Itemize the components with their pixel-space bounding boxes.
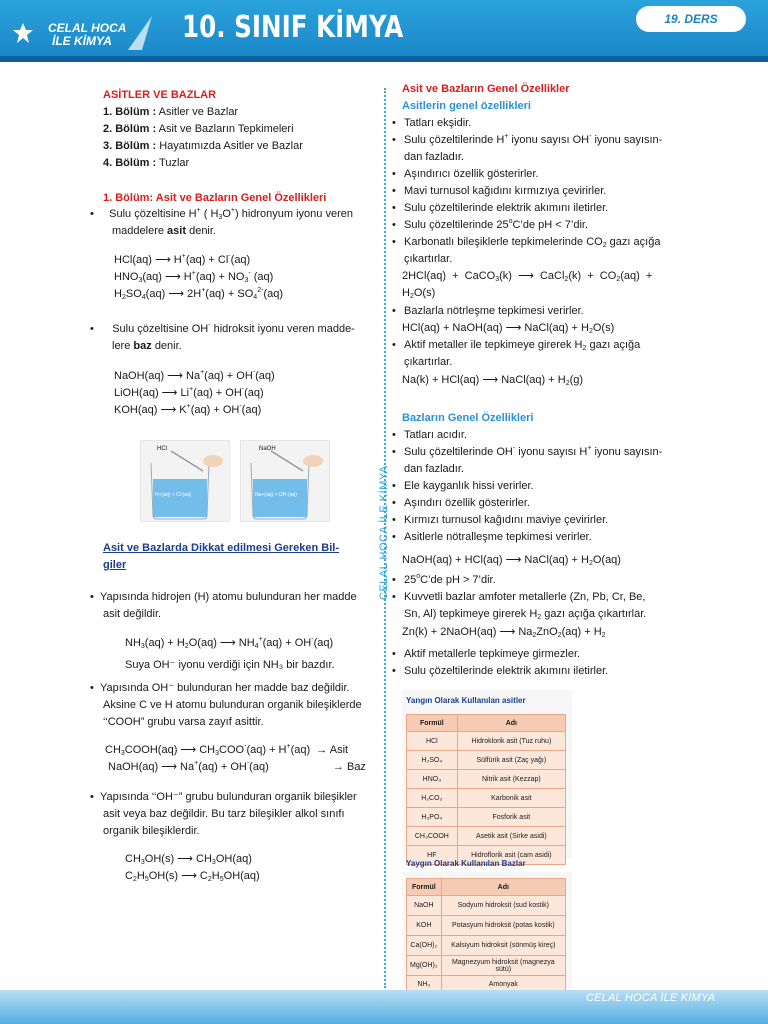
base-props-list <box>390 427 662 546</box>
list-item: • Asitlerle nötralleşme tepkimesi verirler. <box>390 529 662 546</box>
beaker-icon <box>141 441 229 521</box>
acid-table-panel <box>402 690 572 858</box>
list-item: • Kırmızı turnusol kağıdını maviye çevirirler. <box>390 512 662 529</box>
list-item: • Kuvvetli bazlar amfoter metallerle (Zn, Pb, Cr, Be, <box>390 589 646 606</box>
list-item: dan fazladır. <box>404 151 464 163</box>
table-row: H₂CO₃ Karbonik asit <box>407 789 566 808</box>
logo-line-2: İLE KİMYA <box>52 34 112 48</box>
table-header: Adı <box>441 879 565 896</box>
table-row: CH₃COOH Asetik asit (Sirke asidi) <box>407 827 566 846</box>
list-item: • Sulu çözeltilerinde OH- iyonu sayısı H+ iyonu sayısın- <box>390 444 662 461</box>
parts-list <box>103 104 303 172</box>
acid-carbonate-eq: 2HCl(aq) + CaCO$_3$(k) ⟶ CaCl$_2$(k) + $CO_2(aq)$ + $H_2O(s)$ <box>402 270 653 300</box>
part1-title: 1. Bölüm: Asit ve Bazların Genel Özellikleri <box>103 192 327 204</box>
table-row: KOH Potasyum hidroksit (potas kostik) <box>407 916 566 936</box>
star-logo-icon <box>12 22 34 44</box>
table-row: Mg(OH)₂ Magnezyum hidroksit (magnezya sütü) <box>407 956 566 976</box>
list-item: • Sulu çözeltilerinde H+ iyonu sayısı OH- iyonu sayısın- <box>390 132 662 149</box>
list-item: dan fazladır. <box>404 463 464 475</box>
note1-equation: $NH_3(aq) + H_2O(aq)$ ⟶ $NH_4^+(aq) + OH^-(aq)$ <box>125 636 334 650</box>
part-item: 3. Bölüm : Hayatımızda Asitler ve Bazlar <box>103 140 303 152</box>
acid-table-title: Yangın Olarak Kullanılan asitler <box>406 696 526 705</box>
acid-props-list <box>390 115 662 268</box>
note-3: • Yapısında ‘‘OH⁻” grubu bulunduran organik bileşikler asit veya baz değildir. Bu tarz bileşikler alkol sınıfı organik bileşiklerdir. <box>90 791 357 837</box>
right-title: Asit ve Bazların Genel Özellikler <box>402 83 570 95</box>
list-item: • Tatları acıdır. <box>390 427 662 444</box>
note3-equations: $CH_3OH(s)$ ⟶ $CH_3OH(aq)$ $C_2H_5OH(s)$ ⟶ $C_2H_5OH(aq)$ <box>125 853 260 883</box>
part-item: 1. Bölüm : Asitler ve Bazlar <box>103 106 239 118</box>
neutralization-eq: HCl(aq) + NaOH(aq) ⟶ NaCl(aq) + $H_2O(s)$ <box>402 322 615 335</box>
base-props-title: Bazların Genel Özellikleri <box>402 412 534 424</box>
section-title: ASİTLER VE BAZLAR <box>103 89 217 101</box>
logo-swoosh-icon <box>128 16 152 50</box>
base-neutral-eq: NaOH(aq) + HCl(aq) ⟶ NaCl(aq) + $H_2O(aq)$ <box>402 554 621 567</box>
table-row: HCl Hidroklorik asit (Tuz ruhu) <box>407 732 566 751</box>
list-item: • Ele kayganlık hissi verirler. <box>390 478 662 495</box>
base-props-list-2 <box>390 572 646 623</box>
note-1: • Yapısında hidrojen (H) atomu bulunduran her madde asit değildir. <box>90 591 357 620</box>
list-item: • Bazlarla nötrleşme tepkimesi verirler. <box>390 303 584 320</box>
table-header: Formül <box>407 879 442 896</box>
footer-brand: CELAL HOCA İLE KİMYA <box>586 992 716 1004</box>
list-item: • 25$^o$C’de pH > 7’dir. <box>390 572 646 589</box>
list-item: Sn, Al) tepkimeye girerek $H_2$ gazı açığa çıkartırlar. <box>404 608 647 621</box>
table-row: H₂SO₄ Sülfürik asit (Zaç yağı) <box>407 751 566 770</box>
header-stripe <box>0 56 768 62</box>
base-definition: • Sulu çözeltisine OH- hidroksit iyonu veren madde- lere baz denir. <box>90 322 355 352</box>
acid-table <box>406 714 566 865</box>
table-row: Ca(OH)₂ Kalsiyum hidroksit (sönmüş kireç) <box>407 936 566 956</box>
list-item: • Tatları ekşidir. <box>390 115 662 132</box>
acid-equations: HCl(aq) ⟶ H+(aq) + Cl-(aq) $HNO_3(aq)$ ⟶ $H^+(aq) + NO_3^-$ (aq) $H_2SO_4(aq)$ ⟶ $2H^+(aq) + SO_4^{2-}(aq)$ <box>114 253 283 301</box>
list-item: • Aktif metaller ile tepkimeye girerek $H_2$ gazı açığa <box>390 337 640 354</box>
list-item: çıkartırlar. <box>404 253 453 265</box>
table-row: HF Hidroflorik asit (cam asidi) <box>407 846 566 865</box>
note-2: • Yapısında OH⁻ bulunduran her madde baz değildir. Aksine C ve H atomu bulunduran organik bileşiklerde ‘‘COOH” grubu varsa zayıf asittir. <box>90 682 362 728</box>
table-row: NH₃ Amonyak <box>407 976 566 994</box>
base-equations: NaOH(aq) ⟶ Na+(aq) + OH-(aq) LiOH(aq) ⟶ Li+(aq) + OH-(aq) KOH(aq) ⟶ K+(aq) + OH-(aq) <box>114 369 275 416</box>
list-item: • Karbonatlı bileşiklerle tepkimelerinde $CO_2$ gazı açığa <box>390 234 662 251</box>
table-row: HNO₃ Nitrik asit (Kezzap) <box>407 770 566 789</box>
list-item: • Mavi turnusol kağıdını kırmızıya çevirirler. <box>390 183 662 200</box>
list-item: • Sulu çözeltilerinde 25$^o$C’de pH < 7’dir. <box>390 217 662 234</box>
base-props-list-3 <box>390 646 608 680</box>
acid-definition: • Sulu çözeltisine H+ ( $H_3O^+$) hidronyum iyonu veren maddelere asit denir. <box>90 207 353 237</box>
svg-text:Na+(aq) + OH-(aq): Na+(aq) + OH-(aq) <box>255 492 297 498</box>
list-item: • Aşındırı özellik gösterirler. <box>390 495 662 512</box>
note1-reason: Suya OH⁻ iyonu verdiği için NH₃ bir bazdır. <box>125 659 335 671</box>
note-title: Asit ve Bazlarda Dikkat edilmesi Gereken Bil- giler <box>103 542 339 571</box>
acid-props-list-2 <box>390 303 584 320</box>
acid-props-list-3 <box>390 337 640 371</box>
lesson-badge: 19. DERS <box>636 6 746 32</box>
logo <box>0 14 150 52</box>
beaker-label: HCl <box>157 446 167 452</box>
part-item: 2. Bölüm : Asit ve Bazların Tepkimeleri <box>103 123 294 135</box>
list-item: • Sulu çözeltilerinde elektrik akımını iletirler. <box>390 663 608 680</box>
part-item: 4. Bölüm : Tuzlar <box>103 157 190 169</box>
list-item: çıkartırlar. <box>404 356 453 368</box>
table-header: Formül <box>407 715 458 732</box>
naoh-beaker-image <box>240 440 330 522</box>
list-item: • Sulu çözeltilerinde elektrik akımını iletirler. <box>390 200 662 217</box>
page-title: 10. SINIF KİMYA <box>182 10 404 45</box>
metal-acid-eq: Na(k) + HCl(aq) ⟶ NaCl(aq) + $H_2(g)$ <box>402 374 584 387</box>
table-row: NaOH Sodyum hidroksit (sud kostik) <box>407 896 566 916</box>
acid-props-title: Asitlerin genel özellikleri <box>402 100 531 112</box>
svg-text:H+(aq) + Cl-(aq): H+(aq) + Cl-(aq) <box>155 492 192 498</box>
base-table-panel <box>402 872 572 988</box>
base-table <box>406 878 566 994</box>
list-item: • Aktif metallerle tepkimeye girmezler. <box>390 646 608 663</box>
beaker-icon <box>241 441 329 521</box>
base-table-title: Yaygın Olarak Kullanılan Bazlar <box>406 859 526 868</box>
vertical-brand: CELAL HOCA İLE KİMYA <box>378 465 390 600</box>
logo-line-1: CELAL HOCA <box>48 21 127 35</box>
list-item: • Aşındırıcı özellik gösterirler. <box>390 166 662 183</box>
amphoteric-eq: Zn(k) + 2NaOH(aq) ⟶ $Na_2ZnO_2(aq) + H_2$ <box>402 626 606 639</box>
hcl-beaker-image <box>140 440 230 522</box>
note2-equations: $CH_3COOH(aq)$ ⟶ $CH_3COO^-(aq) + H^+(aq)$ → Asit NaOH(aq) ⟶ Na+(aq) + OH-(aq) → Baz <box>105 743 366 773</box>
table-header: Adı <box>457 715 565 732</box>
beaker-label: NaOH <box>259 446 276 452</box>
table-row: H₃PO₄ Fosforik asit <box>407 808 566 827</box>
